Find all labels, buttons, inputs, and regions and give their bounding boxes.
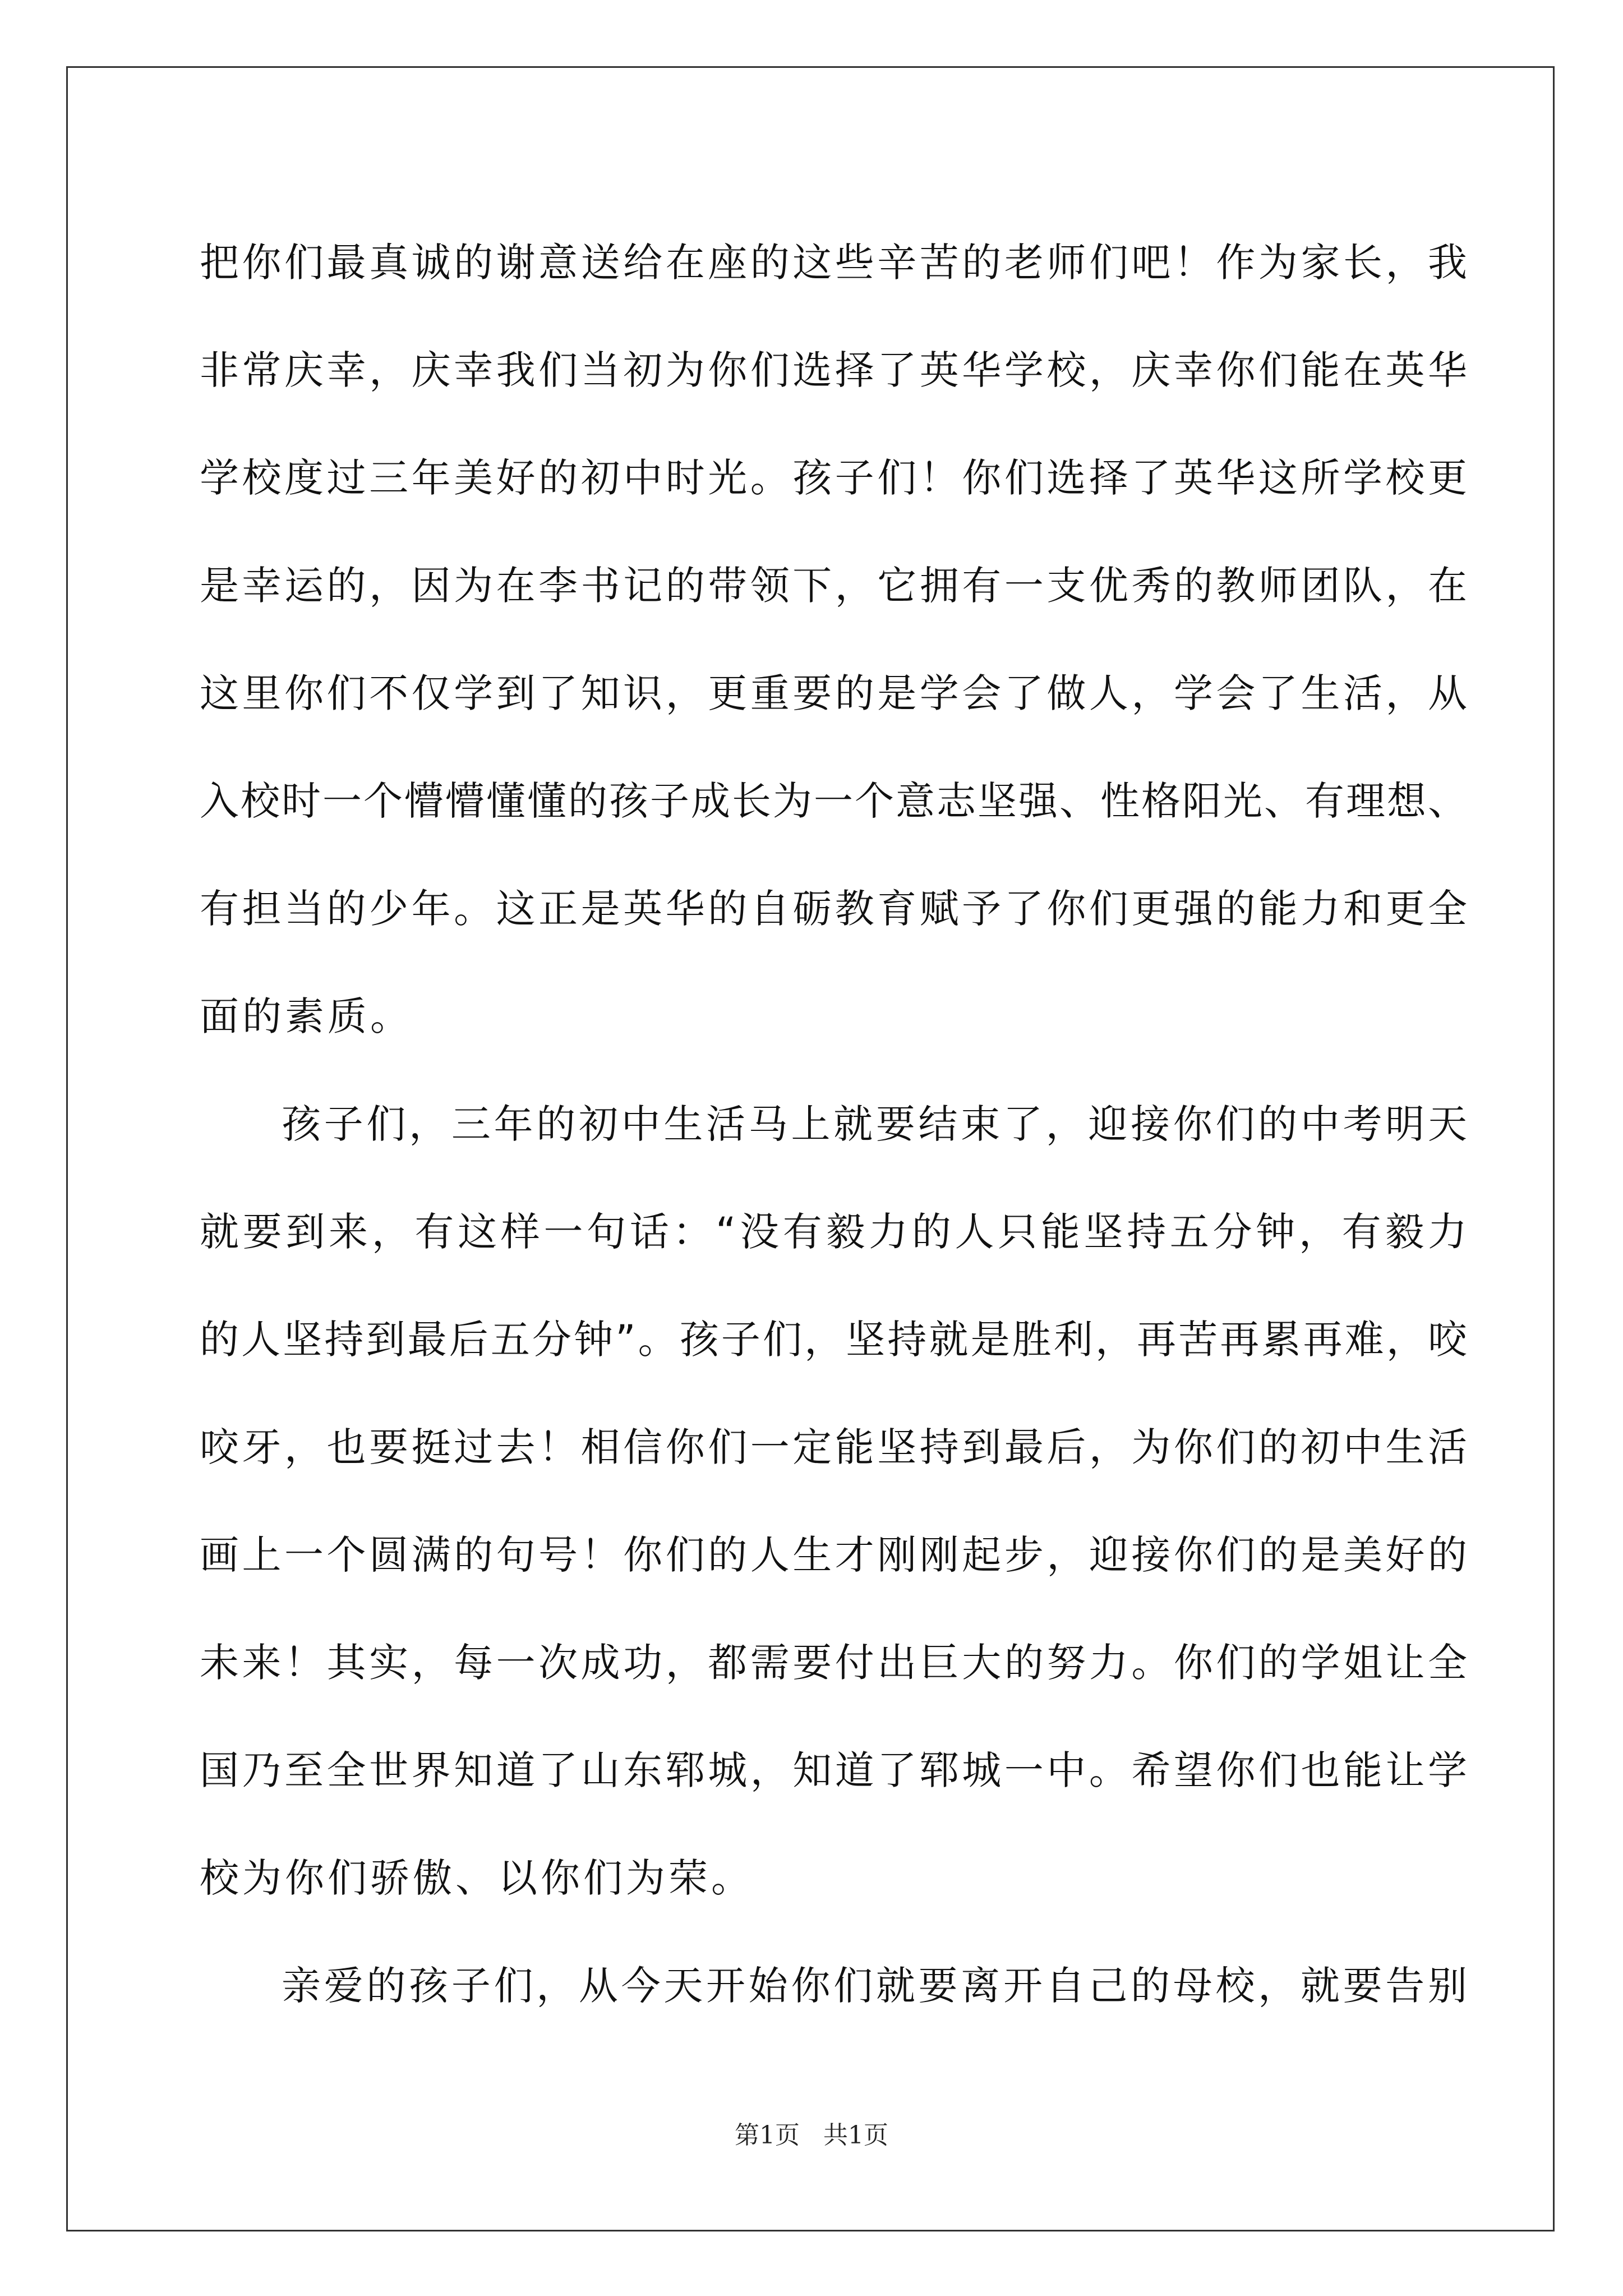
text-line: 有担当的少年。这正是英华的自砺教育赋予了你们更强的能力和更全 <box>200 886 1470 932</box>
text-line: 的人坚持到最后五分钟”。孩子们，坚持就是胜利，再苦再累再难，咬 <box>200 1317 1470 1363</box>
text-line: 就要到来，有这样一句话：“没有毅力的人只能坚持五分钟，有毅力 <box>200 1209 1471 1255</box>
text-line: 这里你们不仅学到了知识，更重要的是学会了做人，学会了生活，从 <box>200 670 1470 716</box>
text-line: 校为你们骄傲、以你们为荣。 <box>200 1855 754 1901</box>
paragraph-first-line: 孩子们，三年的初中生活马上就要结束了，迎接你们的中考明天 <box>282 1101 1470 1147</box>
text-line: 把你们最真诚的谢意送给在座的这些辛苦的老师们吧！作为家长，我 <box>200 240 1470 286</box>
text-line: 非常庆幸，庆幸我们当初为你们选择了英华学校，庆幸你们能在英华 <box>200 347 1470 393</box>
text-line: 咬牙，也要挺过去！相信你们一定能坚持到最后，为你们的初中生活 <box>200 1424 1470 1470</box>
text-line: 是幸运的，因为在李书记的带领下，它拥有一支优秀的教师团队，在 <box>200 563 1470 609</box>
text-line: 未来！其实，每一次成功，都需要付出巨大的努力。你们的学姐让全 <box>200 1640 1470 1686</box>
paragraph-first-line: 亲爱的孩子们，从今天开始你们就要离开自己的母校，就要告别 <box>282 1963 1470 2009</box>
text-line: 学校度过三年美好的初中时光。孩子们！你们选择了英华这所学校更 <box>200 455 1470 501</box>
document-body <box>200 209 1490 2040</box>
text-line: 面的素质。 <box>200 993 413 1039</box>
text-line: 国乃至全世界知道了山东郓城，知道了郓城一中。希望你们也能让学 <box>200 1747 1470 1793</box>
text-line: 入校时一个懵懵懂懂的孩子成长为一个意志坚强、性格阳光、有理想、 <box>200 778 1469 824</box>
text-line: 画上一个圆满的句号！你们的人生才刚刚起步，迎接你们的是美好的 <box>200 1532 1470 1578</box>
page-footer: 第1页 共1页 <box>735 2121 888 2150</box>
